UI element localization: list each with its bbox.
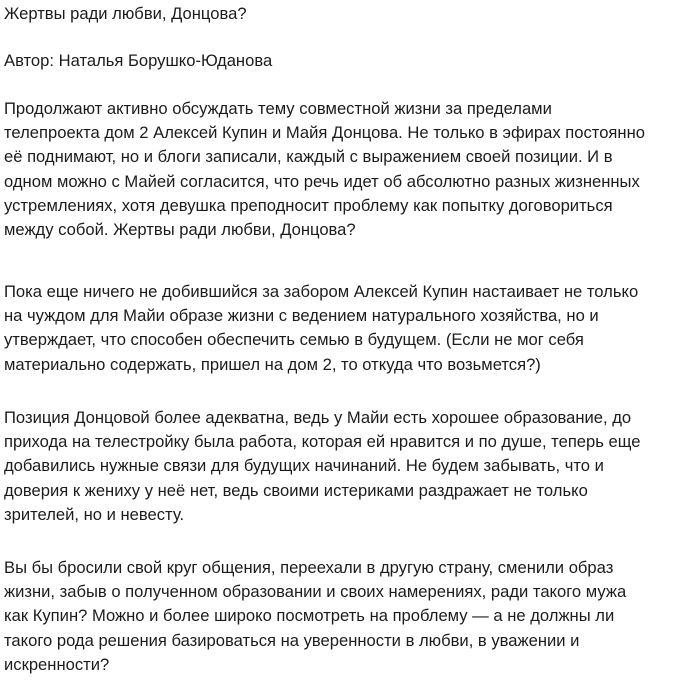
paragraph-line: добавились нужные связи для будущих начинаний. Не будем забывать, что и — [4, 456, 604, 476]
paragraph-2 — [4, 280, 694, 377]
paragraph-line: на чуждом для Майи образе жизни с ведением натурального хозяйства, но и — [4, 306, 599, 326]
paragraph-line: Позиция Донцовой более адекватна, ведь у Майи есть хорошее образование, до — [4, 408, 632, 427]
paragraph-line: как Купин? Можно и более широко посмотреть на проблему — а не должны ли — [4, 606, 615, 626]
paragraph-line: её поднимают, но и блоги записали, каждый с выражением своей позиции. И в — [4, 147, 613, 167]
paragraph-line: жизни, забыв о полученном образовании и своих намерениях, ради такого мужа — [4, 582, 627, 602]
paragraph-line: одном можно с Майей согласится, что речь идет об абсолютно разных жизненных — [4, 171, 640, 191]
paragraph-line: устремлениях, хотя девушка преподносит проблему как попытку договориться — [4, 195, 613, 215]
paragraph-line: такого рода решения базироваться на уверенности в любви, в уважении и — [4, 630, 580, 650]
paragraph-line: Продолжают активно обсуждать тему совместной жизни за пределами — [4, 99, 552, 118]
paragraph-line: между собой. Жертвы ради любви, Донцова? — [4, 220, 356, 240]
paragraph-line: доверия к жениху у неё нет, ведь своими истериками раздражает не только — [4, 480, 588, 500]
paragraph-3 — [4, 406, 694, 527]
paragraph-line: зрителей, но и невесту. — [4, 504, 185, 524]
paragraph-line: утверждает, что способен обеспечить семью в будущем. (Если не мог себя — [4, 330, 584, 350]
paragraph-line: прихода на телестройку была работа, которая ей нравится и по душе, теперь еще — [4, 432, 641, 452]
paragraph-1 — [4, 97, 694, 242]
paragraph-line: Вы бы бросили свой круг общения, переехали в другую страну, сменили образ — [4, 558, 614, 577]
paragraph-line: Пока еще ничего не добившийся за забором Алексей Купин настаивает не только — [4, 282, 639, 301]
article-title: Жертвы ради любви, Донцова? — [4, 4, 247, 23]
article-author: Автор: Наталья Борушко-Юданова — [4, 51, 273, 70]
paragraph-line: материально содержать, пришел на дом 2, то откуда что возьмется?) — [4, 354, 541, 374]
paragraph-line: телепроекта дом 2 Алексей Купин и Майя Донцова. Не только в эфирах постоянно — [4, 123, 645, 143]
paragraph-4 — [4, 556, 694, 677]
paragraph-line: искренности? — [4, 654, 110, 674]
